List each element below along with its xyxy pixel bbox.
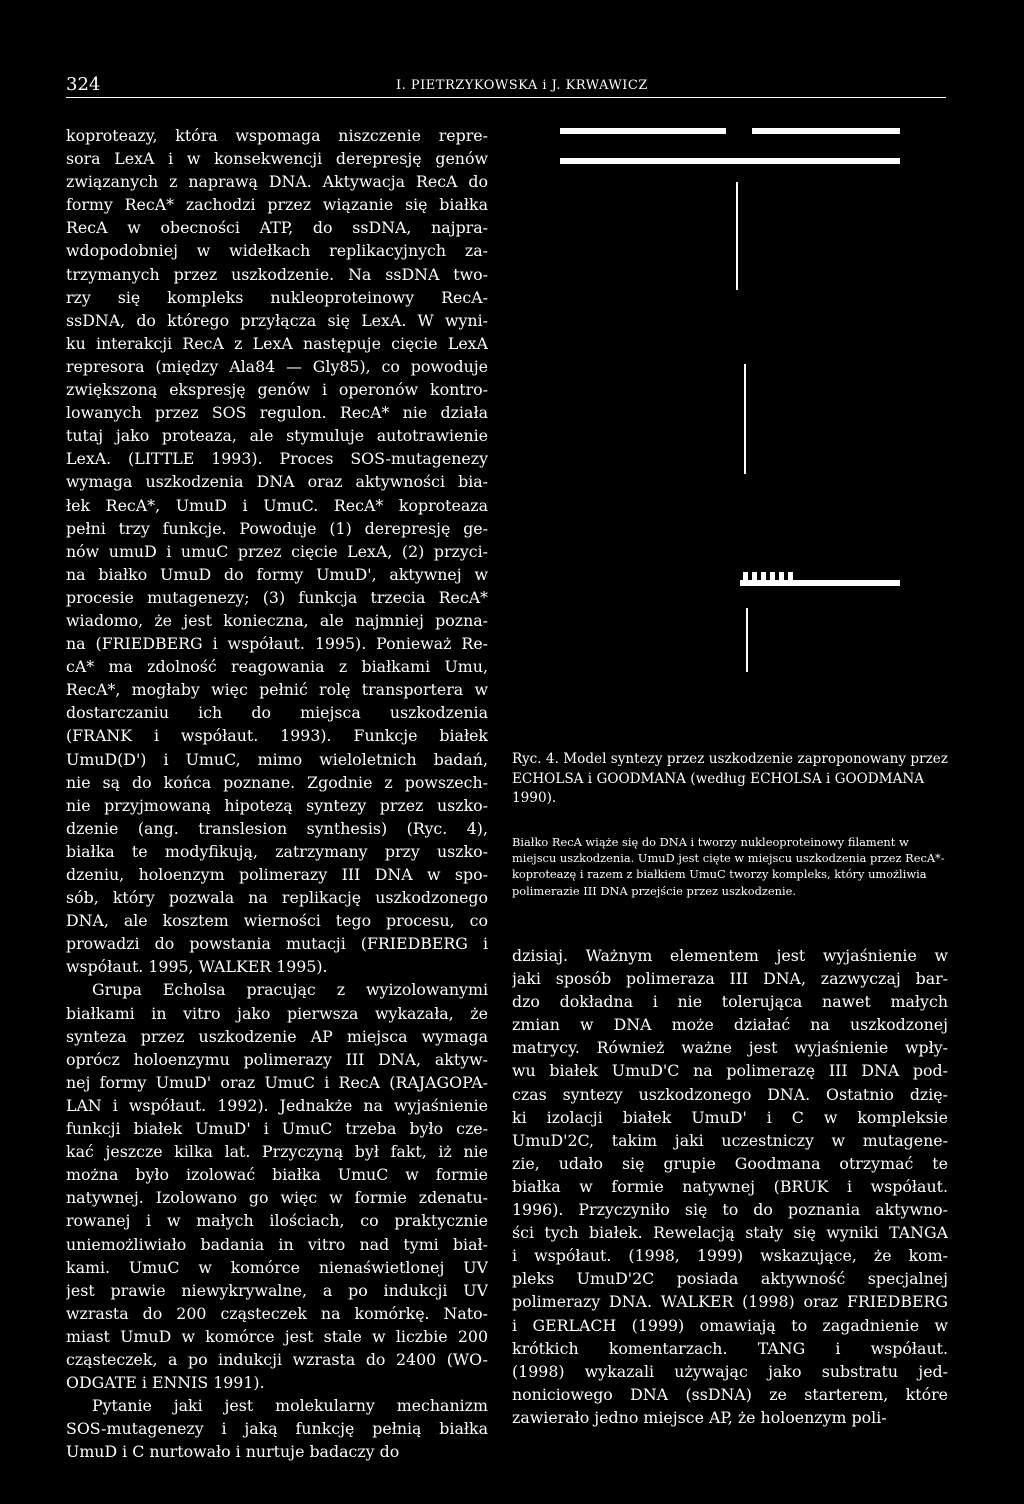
left-column xyxy=(66,124,488,1463)
text-line: matrycy. Również ważne jest wyjaśnienie wpły- xyxy=(512,1038,948,1058)
filament-tick xyxy=(761,572,766,581)
text-line: rzy się kompleks nukleoproteinowy RecA- xyxy=(66,287,488,307)
text-line: współaut. 1995, WALKER 1995). xyxy=(66,957,328,977)
figure-4-diagram xyxy=(560,124,948,744)
text-line: kami. UmuC w komórce nienaświetlonej UV xyxy=(66,1257,488,1277)
text-line: czas syntezy uszkodzonego DNA. Ostatnio dzię- xyxy=(512,1084,948,1104)
figure-caption-body: Białko RecA wiąże się do DNA i tworzy nukleoproteinowy filament w miejscu uszkodzenia. UmuD jest cięte w miejscu uszkodzenia przez RecA*-koproteazę i razem z białkiem UmuC tworzy kompleks, który umożliwia polimerazie III DNA przejście przez uszkodzenie. xyxy=(512,835,945,898)
text-line: tutaj jako proteaza, ale stymuluje autotrawienie xyxy=(66,426,488,446)
text-line: i GERLACH (1999) omawiają to zagadnienie w xyxy=(512,1315,948,1335)
text-line: UmuD(D') i UmuC, mimo wieloletnich badań, xyxy=(66,749,488,769)
strand-line-3 xyxy=(746,608,748,672)
text-line: SOS-mutagenezy i jaką funkcję pełnią białka xyxy=(66,1419,488,1439)
filament-tick xyxy=(770,572,775,581)
text-line: białka w formie natywnej (BRUK i współaut. xyxy=(512,1176,948,1196)
text-line: łek RecA*, UmuD i UmuC. RecA* koproteaza xyxy=(66,495,488,515)
text-line: formy RecA* zachodzi przez wiązanie się białka xyxy=(66,195,488,215)
right-column xyxy=(512,944,948,1429)
text-line: RecA*, mogłaby więc pełnić rolę transportera w xyxy=(66,680,488,700)
text-line: na białko UmuD do formy UmuD', aktywnej w xyxy=(66,564,488,584)
dna-strand-second xyxy=(560,158,900,164)
text-line: i współaut. (1998, 1999) wskazujące, że kom- xyxy=(512,1246,948,1266)
text-line: wu białek UmuD'C na polimerazę III DNA pod- xyxy=(512,1061,948,1081)
text-line: Grupa Echolsa pracując z wyizolowanymi xyxy=(92,980,488,1000)
text-line: można było izolować białka UmuC w formie xyxy=(66,1165,488,1185)
text-line: procesie mutagenezy; (3) funkcja trzecia RecA* xyxy=(66,587,488,607)
text-line: kać jeszcze kilka lat. Przyczyną był fakt, iż nie xyxy=(66,1142,488,1162)
text-line: dzo dokładna i nie tolerująca nawet małych xyxy=(512,992,948,1012)
text-line: synteza przez uszkodzenie AP miejsca wymaga xyxy=(66,1026,488,1046)
text-line: ki izolacji białek UmuD' i C w kompleksie xyxy=(512,1107,948,1127)
text-line: nie są do końca poznane. Zgodnie z powszech- xyxy=(66,772,488,792)
text-line: 1996). Przyczyniło się to do poznania aktywno- xyxy=(512,1200,948,1220)
text-line: sora LexA i w konsekwencji derepresję genów xyxy=(66,149,488,169)
strand-line-2 xyxy=(744,364,746,474)
header-rule xyxy=(66,97,946,98)
text-line: funkcji białek UmuD' i UmuC trzeba było cze- xyxy=(66,1119,488,1139)
text-line: noniciowego DNA (ssDNA) ze starterem, które xyxy=(512,1384,948,1404)
text-line: jaki sposób polimeraza III DNA, zazwyczaj bar- xyxy=(512,969,948,989)
running-head: I. PIETRZYKOWSKA i J. KRWAWICZ xyxy=(396,78,648,93)
filament-tick xyxy=(743,572,748,581)
text-line: koproteazy, która wspomaga niszczenie repre- xyxy=(66,126,488,145)
text-line: prowadzi do powstania mutacji (FRIEDBERG i xyxy=(66,934,488,954)
text-line: LexA. (LITTLE 1993). Proces SOS-mutagenezy xyxy=(66,449,488,469)
filament-tick xyxy=(779,572,784,581)
text-line: (FRANK i współaut. 1993). Funkcje białek xyxy=(66,726,488,746)
text-line: wdopodobniej w widełkach replikacyjnych za- xyxy=(66,241,488,261)
text-line: nej formy UmuD' oraz UmuC i RecA (RAJAGOPA- xyxy=(66,1072,488,1092)
text-line: wzrasta do 200 cząsteczek na komórkę. Nato- xyxy=(66,1303,488,1323)
text-line: krótkich komentarzach. TANG i współaut. xyxy=(512,1338,948,1358)
text-line: dostarczaniu ich do miejsca uszkodzenia xyxy=(66,703,488,723)
text-line: ODGATE i ENNIS 1991). xyxy=(66,1373,265,1393)
text-line: pełni trzy funkcje. Powoduje (1) derepresję ge- xyxy=(66,518,488,538)
text-line: nie przyjmowaną hipotezą syntezy przez uszko- xyxy=(66,795,488,815)
text-line: zawierało jedno miejsce AP, że holoenzym poli- xyxy=(512,1407,887,1427)
text-line: białkami in vitro jako pierwsza wykazała, że xyxy=(66,1003,488,1023)
text-line: cząsteczek, a po indukcji wzrasta do 2400 (WO- xyxy=(66,1349,488,1369)
filament-tick xyxy=(752,572,757,581)
text-line: zmian w DNA może działać na uszkodzonej xyxy=(512,1015,948,1035)
filament-tick xyxy=(788,572,793,581)
text-line: ku interakcji RecA z LexA następuje cięcie LexA xyxy=(66,333,488,353)
text-line: trzymanych przez uszkodzenie. Na ssDNA two- xyxy=(66,264,488,284)
page-number: 324 xyxy=(66,74,101,95)
text-line: natywnej. Izolowano go więc w formie zdenatu- xyxy=(66,1188,488,1208)
text-line: ści tych białek. Rewelacją stały się wyniki TANGA xyxy=(512,1223,948,1243)
text-line: UmuD i C nurtowało i nurtuje badaczy do xyxy=(66,1442,400,1462)
text-line: uniemożliwiało badania in vitro nad tymi biał- xyxy=(66,1234,488,1254)
text-line: oprócz holoenzymu polimerazy III DNA, aktyw- xyxy=(66,1049,488,1069)
dna-strand-top-left xyxy=(560,128,726,134)
text-line: DNA, ale kosztem wierności tego procesu, co xyxy=(66,911,488,931)
text-line: białka te modyfikują, zatrzymany przy uszko- xyxy=(66,841,488,861)
figure-caption: Ryc. 4. Model syntezy przez uszkodzenie zaproponowany przez ECHOLSA i GOODMANA (według ECHOLSA i GOODMANA 1990). xyxy=(512,751,948,806)
text-line: represora (między Ala84 — Gly85), co powoduje xyxy=(66,356,488,376)
text-line: pleks UmuD'2C posiada aktywność specjalnej xyxy=(512,1269,948,1289)
text-line: polimerazy DNA. WALKER (1998) oraz FRIEDBERG xyxy=(512,1292,948,1312)
text-line: ssDNA, do którego przyłącza się LexA. W wyni- xyxy=(66,310,488,330)
text-line: zwiększoną ekspresję genów i operonów kontro- xyxy=(66,380,488,400)
text-line: nów umuD i umuC przez cięcie LexA, (2) przyci- xyxy=(66,541,488,561)
text-line: związanych z naprawą DNA. Aktywacja RecA do xyxy=(66,172,488,192)
text-line: Pytanie jaki jest molekularny mechanizm xyxy=(92,1396,488,1416)
text-line: wiadomo, że jest konieczna, ale najmniej pozna- xyxy=(66,610,488,630)
dna-strand-top-right xyxy=(752,128,900,134)
text-line: rowanej i w małych ilościach, co praktycznie xyxy=(66,1211,488,1231)
text-line: dzisiaj. Ważnym elementem jest wyjaśnienie w xyxy=(512,946,948,965)
text-line: (1998) wykazali używając jako substratu jed- xyxy=(512,1361,948,1381)
text-line: lowanych przez SOS regulon. RecA* nie działa xyxy=(66,403,488,423)
strand-line-1 xyxy=(736,182,738,290)
text-line: na (FRIEDBERG i współaut. 1995). Ponieważ Re- xyxy=(66,634,488,654)
text-line: cA* ma zdolność reagowania z białkami Umu, xyxy=(66,657,488,677)
text-line: dzeniu, holoenzym polimerazy III DNA w spo- xyxy=(66,865,488,884)
text-line: sób, który pozwala na replikację uszkodzonego xyxy=(66,888,488,908)
text-line: wymaga uszkodzenia DNA oraz aktywności bia- xyxy=(66,472,488,492)
text-line: UmuD'2C, takim jaki uczestniczy w mutagene- xyxy=(512,1130,948,1150)
text-line: dzenie (ang. translesion synthesis) (Ryc. 4), xyxy=(66,818,488,838)
text-line: zie, udało się grupie Goodmana otrzymać te xyxy=(512,1153,948,1173)
text-line: jest prawie niewykrywalne, a po indukcji UV xyxy=(66,1280,488,1300)
text-line: miast UmuD w komórce jest stale w liczbie 200 xyxy=(66,1326,488,1346)
text-line: RecA w obecności ATP, do ssDNA, najpra- xyxy=(66,218,488,238)
text-line: LAN i współaut. 1992). Jednakże na wyjaśnienie xyxy=(66,1095,488,1115)
